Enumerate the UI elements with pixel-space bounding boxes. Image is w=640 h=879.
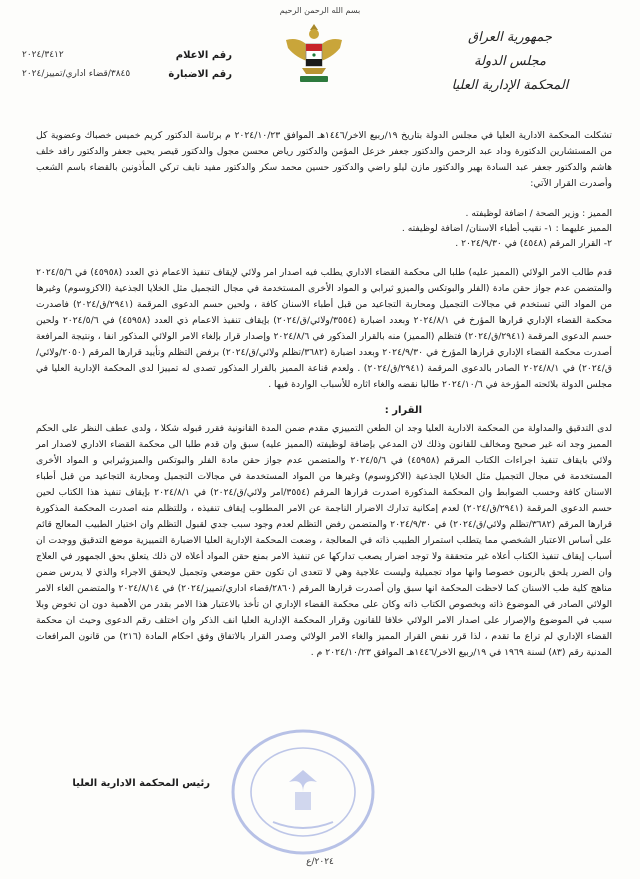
header-line-country: جمهورية العراق [468, 30, 552, 45]
file-number-label: رقم الاضبارة [168, 69, 232, 80]
notification-number-value: ٢٠٢٤/٣٤١٢ [22, 50, 64, 60]
decision-heading: القرار : [384, 405, 422, 416]
iraq-eagle-emblem-icon [282, 18, 346, 90]
court-seal-stamp [228, 726, 378, 858]
party-appellant: المميز : وزير الصحة / اضافة لوظيفته . [465, 208, 612, 219]
basmala: بسم الله الرحمن الرحيم [279, 6, 361, 15]
page-mark: ٢٠٢٤/ع [306, 857, 334, 867]
notification-number-label: رقم الاعلام [175, 50, 232, 61]
header-line-council: مجلس الدولة [474, 54, 546, 69]
file-number-value: ٣٨٤٥/قضاء اداري/تمييز/٢٠٢٤ [22, 69, 131, 79]
decision-paragraph: لدى التدقيق والمداولة من المحكمة الادارية العليا وجد ان الطعن التمييزي مقدم ضمن المدة القانونية فقرر قبوله شكلا ، ولدى عطف النظر على الحكم المميز وجد انه غير صحيح ومخالف للقانون وذلك لان المدعي بإضافة لوظيفته (المميز عليه) سبق وان قدم طلبا الى محكمة القضاء الاداري لاصدار امر ولائي بايقاف تنفيذ اجراءات الكتاب المرقم (٤٥٩٥٨) في ٢٠٢٤/٥/٦ والمتضمن عدم جواز حقن مادة الفلر والبوتكس والميزوثيرابي و المواد الأخرى المستخدمة في مجال التجميل مثل الخلايا الجذعية (الاكزوسوم) وغيرها من المواد المستخدمة في مجالات التجميل ومحاربة التجاعيد من قبل أطباء الاسنان كافة وحسب الضوابط وان المحكمة المذكورة اصدرت قرارها المرقم (٣٥٥٤/امر ولائي/ق/٢٠٢٤) في ٢٠٢٤/٨/١ بإيقاف تنفيذ هذا الكتاب لحين حسم الدعوى المرقمة (٢٩٤١/ق/٢٠٢٤) لعدم إمكانية تدارك الاضرار الناجمة عن الامر المطلوب إيقاف تنفيذه ، وللتظلم منه اصدرت المحكمة المذكورة قرارها المرقم (٣٦٨٢/تظلم ولائي/ق/٢٠٢٤) في ٢٠٢٤/٩/٣٠ والمتضمن رفض التظلم لعدم وجود سبب جدي لقبول التظلم وان اختيار الطبيب المعالج قائم على أساس الاعتبار الشخصي مما يتطلب استمرار الطبيب ذاته في المعالجة ، وضعت المحكمة الإدارية العليا الاضبارة التمييزية موضع التدقيق ووجدت ان أسباب إيقاف تنفيذ الكتاب أعلاه غير متحققة ولا توجد اضرار يصعب تداركها عن تنفيذ الامر بمنع حقن المواد أعلاه لان ذلك يتعلق بحق الجمهور في العلاج وان الضرر يلحق بالزبون خصوصا وانها مواد تجميلية وليست علاجية وهي لا تتعدى ان تكون حقن موضعي وتجميل لايحقق الاجراء والذي لا يدرس ضمن مناهج كلية طب الاسنان كما لاحظت المحكمة انها سبق وان أصدرت قرارها المرقم (٢٨٦٠/قضاء اداري/تمييز/٢٠٢٤) في ٢٠٢٤/٨/١٤ والمتضمن الغاء الامر الولائي الصادر في الموضوع ذاته وبخصوص الكتاب ذاته وكان على محكمة القضاء الإداري ان تأخذ بالاعتبار هذا الامر بقدر من الأهمية دون ان تخوض وبلا سبب في الموضوع والإصرار على اصدار الامر الولائي خلافا للقانون وقرار المحكمة الإدارية العليا انف الذكر وان اختلف رقم الدعوى وحيث ان محكمة القضاء الإداري لم تراع ما تقدم ، لذا قرر نقض القرار المميز والغاء الامر الولائي وصدر القرار بالاتفاق وفق احكام المادة (٢١٦) من قانون المرافعات المدنية رقم (٨٣) لسنة ١٩٦٩ في ١٩/ربيع الاخر/١٤٤٦هـ الموافق ٢٠٢٤/١٠/٢٣ م . [36, 423, 613, 658]
court-composition-paragraph: تشكلت المحكمة الادارية العليا في مجلس الدولة بتاريخ ١٩/ربيع الاخر/١٤٤٦هـ الموافق ٢٠٢٤/١٠/٢٣ م برئاسة الدكتور كريم خميس خصباك وعضوية كل من المستشارين الدكتورة وداد عبد الرحمن والدكتور جعفر خزعل المؤمن والدكتور رياض محسن مجول والدكتور قيصر يحيى جعفر والدكتور رافد خلف هاشم والدكتور جعفر عبد السادة بهير والدكتور مازن ليلو راضي والدكتور حسين محمد سكر والدكتور مفيد نايف تركي المأذونين بالقضاء باسم الشعب وأصدرت القرار الآتي: [36, 130, 612, 189]
file-number-row [22, 69, 232, 80]
reference-block [22, 50, 232, 88]
facts-paragraph: قدم طالب الامر الولائي (المميز عليه) طلبا الى محكمة القضاء الاداري يطلب فيه اصدار امر ولائي لإيقاف تنفيذ الاعمام ذي العدد (٤٥٩٥٨) في ٢٠٢٤/٥/٦ والمتضمن عدم جواز حقن مادة (الفلر والبوتكس والميزو ثيرابي و المواد الأخرى المستخدمة في مجال التجميل مثل الخلايا الجذعية (الاكزوسوم) وغيرها من المواد التي تستخدم في مجالات التجميل ومحاربة التجاعيد من قبل أطباء الاسنان كافة ، ولحين حسم الدعوى المرقمة (٢٩٤١/ق/٢٠٢٤) فاصدرت محكمة القضاء الإداري قرارها المؤرخ في ٢٠٢٤/٨/١ وبعدد اضبارة (٣٥٥٤/ولائي/ق/٢٠٢٤) بإيقاف تنفيذ الاعمام ذي العدد (٤٥٩٥٨) في ٢٠٢٤/٥/٦ ولحين حسم الدعوى المرقمة (٢٩٤١/ق/٢٠٢٤) فتظلم (المميز) منه بالقرار المذكور في ٢٠٢٤/٨/٦ وإصدار قرار بإلغاء الامر الولائي المذكور انفا ، ونتيجة المرافعة أصدرت محكمة القضاء الإداري قرارها المؤرخ في ٢٠٢٤/٩/٣٠ وبعدد اضبارة (٣٦٨٢/تظلم ولائي/ق/٢٠٢٤) برفض التظلم وتأييد قرارها المرقم (٢٠٥٠/ولائي/ق/٢٠٢٤) في ٢٠٢٤/٨/١ الصادر بالدعوى المرقمة (٢٩٤١/ق/٢٠٢٤) . ولعدم قناعة المميز بالقرار المذكور تصدى له تمييزا لدى المحكمة الإدارية العليا في مجلس الدولة بلائحته المؤرخة في ٢٠٢٤/١٠/٦ طالبا نقضه والغاء اثاره للأسباب الواردة فيها . [36, 267, 612, 390]
institution-header [410, 26, 610, 98]
notification-number-row [22, 50, 232, 61]
document-body [36, 128, 612, 671]
party-respondent: المميز عليهما : ١- نقيب أطباء الاسنان/ اضافة لوظيفته . [401, 223, 612, 234]
signature-court-president: رئيس المحكمة الادارية العليا [72, 778, 210, 789]
parties-block [36, 206, 612, 251]
header-line-court: المحكمة الإدارية العليا [451, 78, 569, 93]
party-decision-ref: ٢- القرار المرقم (٤٥٤٨) في ٢٠٢٤/٩/٣٠ . [455, 238, 612, 249]
